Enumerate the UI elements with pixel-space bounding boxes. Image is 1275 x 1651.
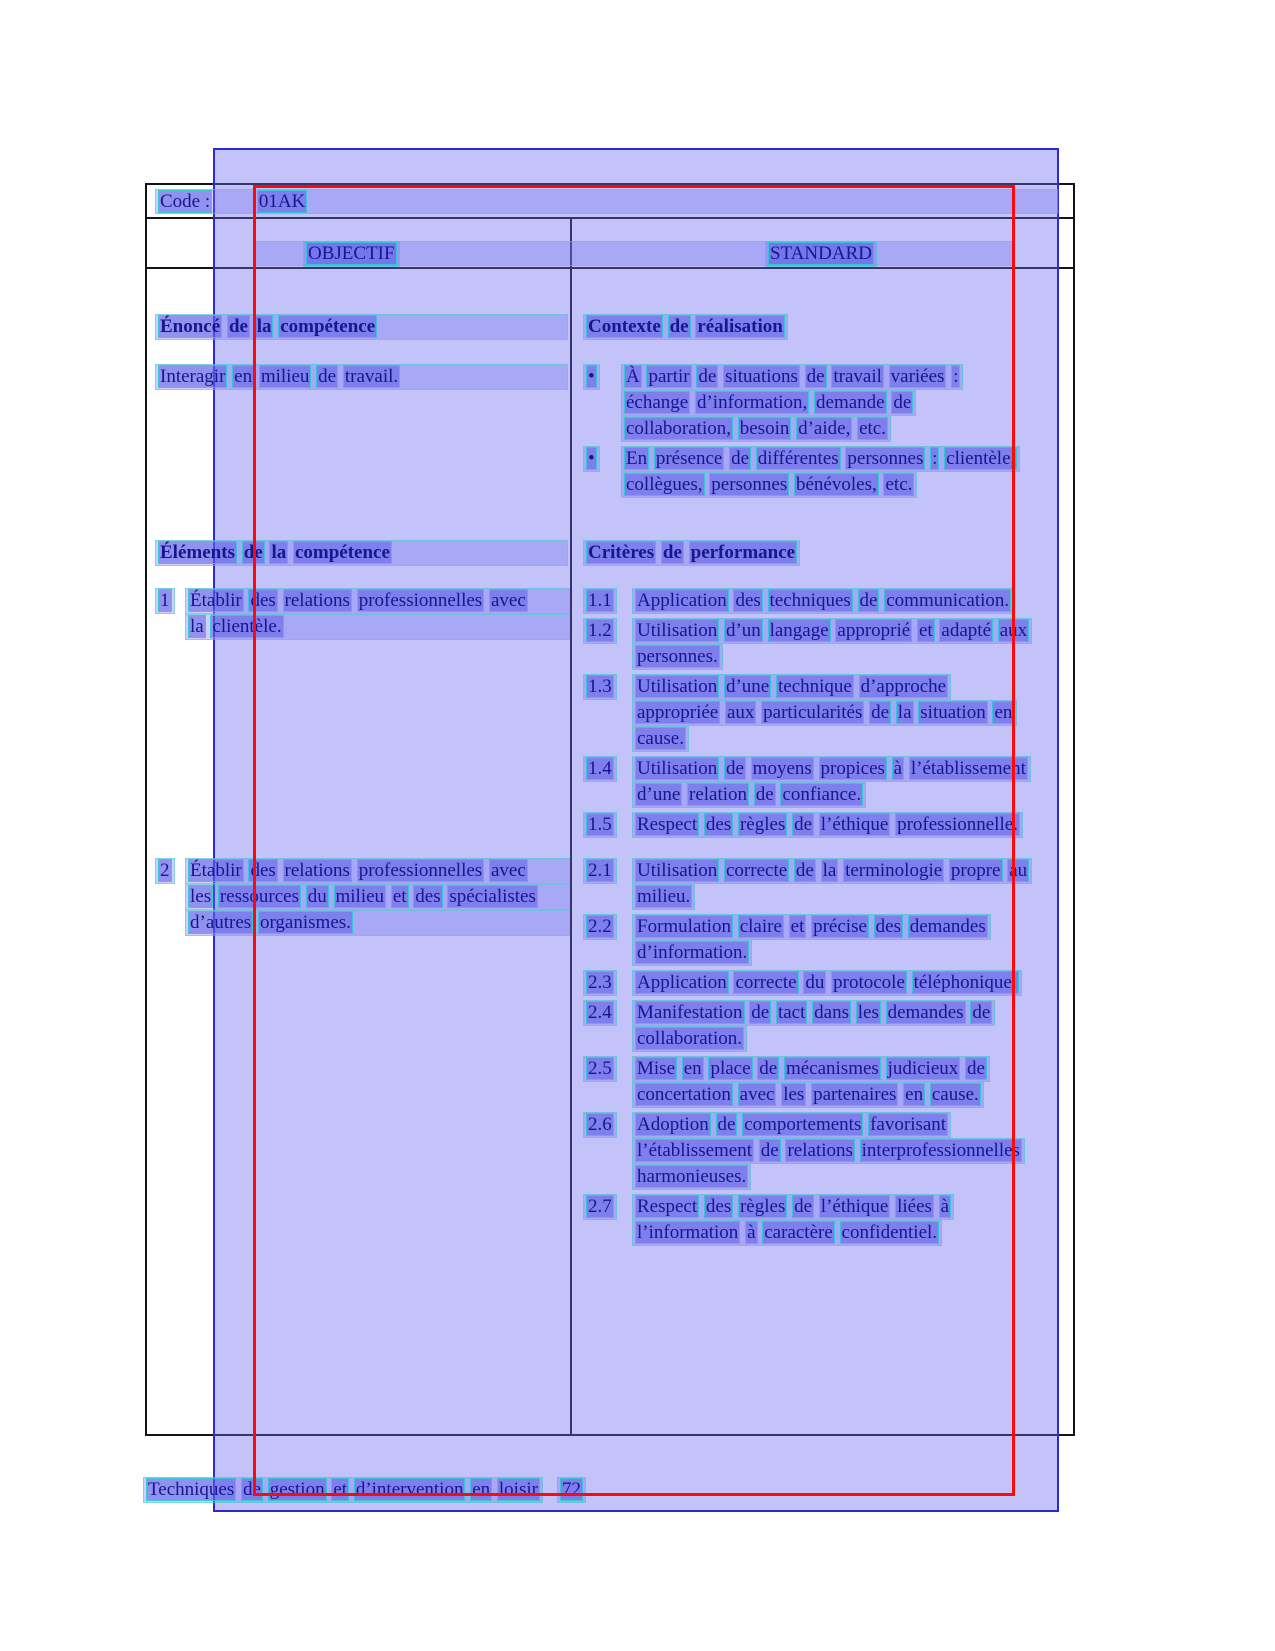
word-box: milieu.	[637, 886, 691, 907]
word-box: OBJECTIF	[308, 243, 395, 264]
word-box: des	[250, 860, 276, 881]
word-box: 1	[160, 590, 170, 611]
word-box: d’une	[725, 676, 770, 697]
word-box: loisir	[498, 1479, 538, 1500]
word-box: gestion	[269, 1479, 325, 1500]
word-box: liées	[897, 1196, 932, 1217]
word-box: de	[731, 448, 750, 469]
word-box: échange	[626, 392, 689, 413]
word-box: avec	[739, 1084, 775, 1105]
word-box: à	[747, 1222, 756, 1243]
word-box: cause.	[637, 728, 684, 749]
word-box: 1.1	[588, 590, 612, 611]
word-box: compétence	[294, 542, 390, 563]
word-box: tact	[777, 1002, 806, 1023]
word-box: les	[857, 1002, 879, 1023]
word-box: Techniques	[148, 1479, 235, 1500]
word-box: ressources	[219, 886, 299, 907]
word-box: de	[893, 392, 912, 413]
word-box: les	[783, 1084, 805, 1105]
word-box: personnes.	[637, 646, 718, 667]
word-box: milieu	[335, 886, 385, 907]
word-box: d’aide,	[798, 418, 851, 439]
word-box: approprié	[837, 620, 911, 641]
word-box: Adoption	[637, 1114, 709, 1135]
word-box: 2.5	[588, 1058, 612, 1079]
word-box: milieu	[260, 366, 310, 387]
word-box: et	[790, 916, 805, 937]
word-box: professionnelles	[358, 860, 483, 881]
word-box: interprofessionnelles	[861, 1140, 1020, 1161]
word-box: de	[794, 814, 813, 835]
word-box: performance	[690, 542, 796, 563]
word-box: etc.	[885, 474, 913, 495]
word-box: avec	[490, 860, 526, 881]
word-box: professionnelle.	[897, 814, 1018, 835]
word-box: de	[806, 366, 825, 387]
word-box: compétence	[280, 316, 376, 337]
word-box: claire	[739, 916, 782, 937]
word-box: protocole	[833, 972, 905, 993]
word-box: d’intervention	[355, 1479, 464, 1500]
word-box: Utilisation	[637, 676, 718, 697]
word-box: Utilisation	[637, 620, 718, 641]
word-box: Contexte	[588, 316, 661, 337]
word-box: terminologie	[845, 860, 943, 881]
word-box: travail.	[344, 366, 399, 387]
word-box: 1.3	[588, 676, 612, 697]
word-box: de	[725, 758, 744, 779]
word-box: confidentiel.	[841, 1222, 938, 1243]
word-box: 2.4	[588, 1002, 612, 1023]
word-box: des	[705, 814, 732, 835]
word-box: Éléments	[160, 542, 235, 563]
word-box: Utilisation	[637, 860, 718, 881]
word-box: favorisant	[870, 1114, 947, 1135]
word-box: partenaires	[813, 1084, 897, 1105]
word-box: de	[871, 702, 890, 723]
word-box: situations	[725, 366, 798, 387]
word-box: techniques	[769, 590, 851, 611]
word-box: collaboration.	[637, 1028, 742, 1049]
word-box: langage	[769, 620, 829, 641]
word-box: du	[307, 886, 327, 907]
word-box: :	[953, 366, 959, 387]
word-box: 2	[160, 860, 170, 881]
word-box: propre	[950, 860, 1001, 881]
word-box: harmonieuses.	[637, 1166, 747, 1187]
word-box: Utilisation	[637, 758, 718, 779]
word-box: clientèle,	[946, 448, 1016, 469]
word-box: la	[822, 860, 837, 881]
word-box: Interagir	[160, 366, 226, 387]
word-box: Application	[637, 590, 727, 611]
word-box: 2.7	[588, 1196, 612, 1217]
word-box: etc.	[859, 418, 886, 439]
word-box: à	[893, 758, 903, 779]
word-box: Manifestation	[637, 1002, 743, 1023]
word-box: l’éthique	[820, 814, 889, 835]
element-number	[155, 588, 175, 614]
word-box: en	[234, 366, 253, 387]
word-box: moyens	[752, 758, 812, 779]
word-box: l’éthique	[820, 1196, 889, 1217]
word-box: en	[472, 1479, 491, 1500]
word-box: la	[897, 702, 912, 723]
word-box: de	[972, 1002, 991, 1023]
word-box: dans	[814, 1002, 849, 1023]
word-box: 2.2	[588, 916, 612, 937]
word-box: personnes	[847, 448, 924, 469]
word-box: de	[859, 590, 878, 611]
word-box: de	[662, 542, 682, 563]
word-box: des	[735, 590, 761, 611]
word-box: technique	[778, 676, 852, 697]
word-box: règles	[739, 814, 786, 835]
word-box: 2.6	[588, 1114, 612, 1135]
word-box: l’établissement	[637, 1140, 753, 1161]
word-box: cause.	[931, 1084, 979, 1105]
word-box: la	[190, 616, 204, 637]
word-box: mécanismes	[785, 1058, 879, 1079]
word-box: :	[932, 448, 938, 469]
word-box: correcte	[735, 972, 797, 993]
word-box: d’un	[725, 620, 761, 641]
word-box: de	[759, 1058, 778, 1079]
word-box: demandes	[909, 916, 986, 937]
word-box: propices	[820, 758, 885, 779]
word-box: d’une	[637, 784, 681, 805]
word-box: Mise	[637, 1058, 675, 1079]
word-box: en	[994, 702, 1013, 723]
word-box: STANDARD	[770, 243, 872, 264]
word-box: 2.1	[588, 860, 612, 881]
word-box: précise	[813, 916, 867, 937]
word-box: variées	[890, 366, 945, 387]
code-label: Code :	[160, 191, 211, 212]
word-box: de	[967, 1058, 985, 1079]
word-box: 1.5	[588, 814, 612, 835]
word-box: •	[588, 366, 595, 387]
word-box: aux	[999, 620, 1028, 641]
word-box: Formulation	[637, 916, 731, 937]
word-box: téléphonique.	[913, 972, 1017, 993]
word-box: correcte	[725, 860, 788, 881]
word-box: de	[318, 366, 337, 387]
word-box: et	[333, 1479, 348, 1500]
code-value: 01AK	[258, 191, 306, 212]
word-box: différentes	[757, 448, 839, 469]
word-box: des	[415, 886, 441, 907]
word-box: Établir	[190, 590, 242, 611]
word-box: en	[905, 1084, 924, 1105]
word-box: du	[805, 972, 825, 993]
word-box: des	[875, 916, 901, 937]
word-box: de	[795, 860, 814, 881]
word-box: demandes	[887, 1002, 964, 1023]
word-box: collaboration,	[626, 418, 731, 439]
word-box: demande	[816, 392, 885, 413]
word-box: Énoncé	[160, 316, 221, 337]
word-box: à	[940, 1196, 950, 1217]
word-box: clientèle.	[212, 616, 282, 637]
word-box: règles	[739, 1196, 786, 1217]
word-box: 1.4	[588, 758, 612, 779]
word-box: En	[626, 448, 648, 469]
word-box: place	[710, 1058, 751, 1079]
word-box: confiance.	[782, 784, 862, 805]
word-box: de	[794, 1196, 813, 1217]
word-box: 2.3	[588, 972, 612, 993]
word-box: Établir	[190, 860, 242, 881]
word-box: bénévoles,	[796, 474, 877, 495]
word-box: des	[705, 1196, 732, 1217]
word-box: personnes	[711, 474, 788, 495]
word-box: 72	[562, 1479, 581, 1500]
word-box: en	[683, 1058, 702, 1079]
word-box: de	[243, 542, 263, 563]
word-box: de	[243, 1479, 261, 1500]
word-box: Respect	[637, 814, 698, 835]
word-box: besoin	[739, 418, 790, 439]
word-box: présence	[655, 448, 723, 469]
word-box: les	[190, 886, 212, 907]
word-box: Critères	[588, 542, 655, 563]
word-box: Respect	[637, 1196, 698, 1217]
word-box: spécialistes	[449, 886, 536, 907]
word-box: comportements	[744, 1114, 862, 1135]
word-box: relations	[284, 860, 350, 881]
word-box: collègues,	[626, 474, 703, 495]
word-box: de	[228, 316, 248, 337]
word-box: de	[698, 366, 717, 387]
word-box: d’information.	[637, 942, 748, 963]
element-number	[155, 858, 175, 884]
word-box: avec	[490, 590, 526, 611]
word-box: d’approche	[860, 676, 947, 697]
word-box: aux	[726, 702, 755, 723]
word-box: organismes.	[259, 912, 351, 933]
word-box: travail	[833, 366, 882, 387]
word-box: réalisation	[697, 316, 783, 337]
word-box: et	[918, 620, 933, 641]
word-box: de	[669, 316, 689, 337]
word-box: appropriée	[637, 702, 719, 723]
word-box: 1.2	[588, 620, 612, 641]
word-box: l’information	[637, 1222, 739, 1243]
word-box: Application	[637, 972, 727, 993]
word-box: de	[717, 1114, 736, 1135]
word-box: relations	[284, 590, 350, 611]
annotation-red-box	[253, 185, 1015, 1496]
word-box: la	[271, 542, 287, 563]
word-box: la	[256, 316, 272, 337]
word-box: relation	[689, 784, 748, 805]
word-box: •	[588, 448, 595, 469]
word-box: d’information,	[696, 392, 808, 413]
word-box: et	[392, 886, 407, 907]
word-box: d’autres	[190, 912, 252, 933]
word-box: judicieux	[887, 1058, 959, 1079]
word-box: de	[755, 784, 774, 805]
word-box: de	[760, 1140, 779, 1161]
word-box: professionnelles	[358, 590, 483, 611]
word-box: particularités	[763, 702, 863, 723]
word-box: communication.	[886, 590, 1010, 611]
word-box: caractère	[764, 1222, 833, 1243]
word-box: l’établissement	[910, 758, 1026, 779]
word-box: des	[250, 590, 276, 611]
word-box: À	[626, 366, 640, 387]
word-box: au	[1009, 860, 1028, 881]
word-box: situation	[920, 702, 986, 723]
word-box: adapté	[941, 620, 991, 641]
word-box: relations	[787, 1140, 853, 1161]
word-box: concertation	[637, 1084, 731, 1105]
word-box: partir	[648, 366, 690, 387]
word-box: de	[751, 1002, 770, 1023]
